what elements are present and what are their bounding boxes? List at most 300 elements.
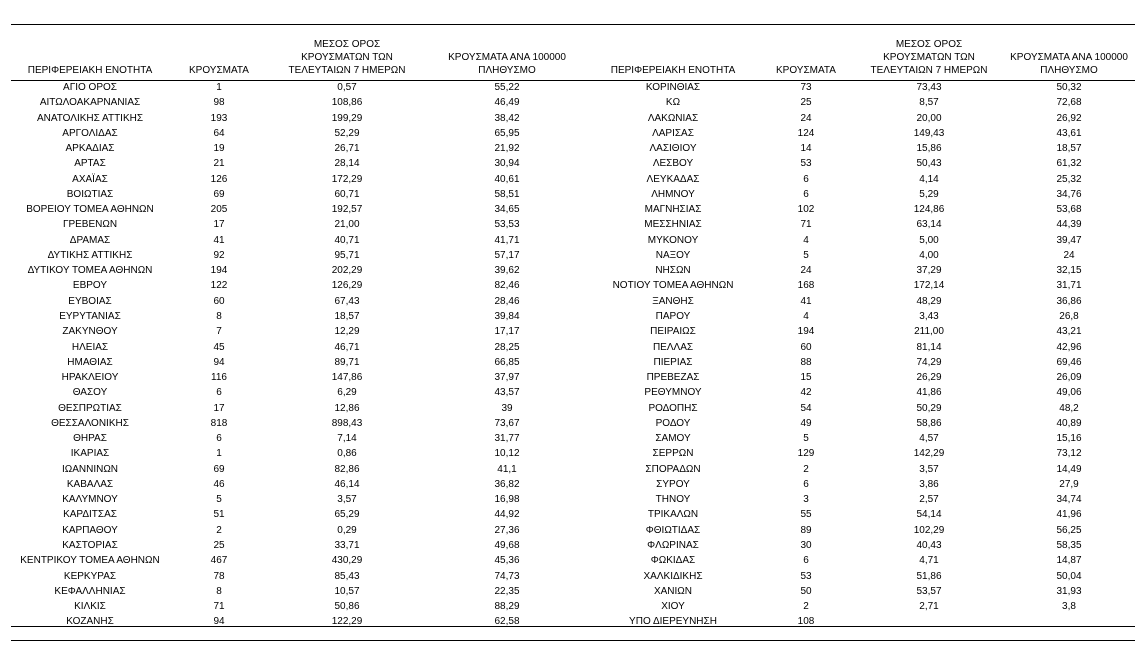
right-region-cell: ΠΙΕΡΙΑΣ [653,356,693,368]
right-avg7-cell: 53,57 [916,585,942,597]
left-cases-cell: 818 [210,417,228,429]
left-region-cell: ΖΑΚΥΝΘΟΥ [62,326,118,338]
right-avg7-cell: 2,57 [919,494,939,506]
right-avg7-cell: 15,86 [916,143,942,155]
left-per100k-cell: 37,97 [494,372,520,384]
right-cases-cell: 71 [800,219,812,231]
left-cases-cell: 69 [213,188,225,200]
right-region-cell: ΜΑΓΝΗΣΙΑΣ [644,204,702,216]
table-row [11,462,1135,477]
right-per100k-cell: 44,39 [1056,219,1082,231]
left-avg7-cell: 199,29 [331,112,363,124]
left-cases-cell: 21 [213,158,225,170]
left-cases-cell: 45 [213,341,225,353]
right-per100k-cell: 36,86 [1056,295,1082,307]
left-region-cell: ΘΕΣΠΡΩΤΙΑΣ [58,402,122,414]
right-cases-cell: 24 [800,112,812,124]
left-region-cell: ΕΥΒΟΙΑΣ [68,295,112,307]
left-region-cell: ΚΙΛΚΙΣ [74,601,106,613]
left-per100k-cell: 49,68 [494,539,520,551]
table-row [11,553,1135,568]
right-per100k-cell: 26,8 [1059,310,1079,322]
table-row [11,248,1135,263]
left-per100k-cell: 21,92 [494,143,520,155]
left-avg7-cell: 26,71 [334,143,360,155]
table-row [11,507,1135,522]
left-cases-cell: 2 [216,524,222,536]
left-region-cell: ΑΧΑΪΑΣ [72,173,108,185]
left-per100k-cell: 82,46 [494,280,520,292]
left-avg7-cell: 126,29 [331,280,363,292]
right-per100k-cell: 69,46 [1056,356,1082,368]
header-cases: ΚΡΟΥΣΜΑΤΑ [189,65,249,76]
right-region-cell: ΥΠΟ ΔΙΕΡΕΥΝΗΣΗ [629,616,717,628]
right-region-cell: ΛΑΣΙΘΙΟΥ [649,143,697,155]
left-region-cell: ΑΝΑΤΟΛΙΚΗΣ ΑΤΤΙΚΗΣ [36,112,144,124]
left-region-cell: ΚΑΡΠΑΘΟΥ [62,524,118,536]
left-per100k-cell: 28,46 [494,295,520,307]
left-cases-cell: 46 [213,478,225,490]
left-region-cell: ΔΥΤΙΚΟΥ ΤΟΜΕΑ ΑΘΗΝΩΝ [27,265,153,277]
page-bottom-rule [11,640,1135,641]
right-cases-cell: 3 [803,494,809,506]
right-region-cell: ΝΗΣΩΝ [655,265,691,277]
right-region-cell: ΡΕΘΥΜΝΟΥ [644,387,702,399]
left-avg7-cell: 0,57 [337,82,357,93]
left-cases-cell: 64 [213,127,225,139]
left-avg7-cell: 12,86 [334,402,360,414]
right-region-cell: ΣΠΟΡΑΔΩΝ [645,463,701,475]
left-per100k-cell: 44,92 [494,509,520,521]
left-cases-cell: 51 [213,509,225,521]
right-per100k-cell: 34,76 [1056,188,1082,200]
left-avg7-cell: 108,86 [331,97,363,109]
right-avg7-cell: 4,00 [919,249,939,261]
right-avg7-cell: 172,14 [913,280,945,292]
right-per100k-cell: 34,74 [1056,494,1082,506]
left-avg7-cell: 50,86 [334,601,360,613]
left-avg7-cell: 40,71 [334,234,360,246]
left-per100k-cell: 39,62 [494,265,520,277]
right-per100k-cell: 50,32 [1056,82,1082,93]
left-cases-cell: 94 [213,616,225,628]
right-region-cell: ΠΕΙΡΑΙΩΣ [650,326,696,338]
left-cases-cell: 98 [213,97,225,109]
left-per100k-cell: 74,73 [494,570,520,582]
right-per100k-cell: 40,89 [1056,417,1082,429]
left-cases-cell: 78 [213,570,225,582]
left-region-cell: ΑΙΤΩΛΟΑΚΑΡΝΑΝΙΑΣ [39,97,141,109]
left-region-cell: ΗΜΑΘΙΑΣ [67,356,113,368]
right-cases-cell: 50 [800,585,812,597]
right-region-cell: ΛΕΥΚΑΔΑΣ [646,173,700,185]
left-avg7-cell: 0,86 [337,448,357,460]
right-per100k-cell: 18,57 [1056,143,1082,155]
right-per100k-cell: 31,71 [1056,280,1082,292]
left-avg7-cell: 12,29 [334,326,360,338]
right-cases-cell: 168 [797,280,815,292]
left-per100k-cell: 41,1 [497,463,517,475]
left-per100k-cell: 17,17 [494,326,520,338]
right-cases-cell: 5 [803,249,809,261]
left-region-cell: ΑΡΤΑΣ [74,158,106,170]
table-row [11,370,1135,385]
right-cases-cell: 55 [800,509,812,521]
left-cases-cell: 71 [213,601,225,613]
table-row [11,431,1135,446]
right-per100k-cell: 53,68 [1056,204,1082,216]
right-cases-cell: 6 [803,173,809,185]
right-region-cell: ΛΑΡΙΣΑΣ [652,127,694,139]
left-avg7-cell: 898,43 [331,417,363,429]
right-region-cell: ΜΥΚΟΝΟΥ [647,234,699,246]
right-avg7-cell: 3,86 [919,478,939,490]
right-per100k-cell: 61,32 [1056,158,1082,170]
left-per100k-cell: 36,82 [494,478,520,490]
left-cases-cell: 193 [210,112,228,124]
left-avg7-cell: 89,71 [334,356,360,368]
right-per100k-cell: 43,21 [1056,326,1082,338]
left-avg7-cell: 46,14 [334,478,360,490]
left-cases-cell: 41 [213,234,225,246]
left-region-cell: ΘΑΣΟΥ [72,387,108,399]
right-cases-cell: 108 [797,616,815,628]
right-region-cell: ΦΩΚΙΔΑΣ [650,555,696,567]
right-cases-cell: 30 [800,539,812,551]
left-per100k-cell: 31,77 [494,433,520,445]
right-cases-cell: 4 [803,234,809,246]
right-per100k-cell: 15,16 [1056,433,1082,445]
left-region-cell: ΙΩΑΝΝΙΝΩΝ [61,463,119,475]
left-region-cell: ΚΟΖΑΝΗΣ [66,616,114,628]
left-region-cell: ΒΟΙΩΤΙΑΣ [66,188,114,200]
left-per100k-cell: 41,71 [494,234,520,246]
right-avg7-cell: 74,29 [916,356,942,368]
left-per100k-cell: 10,12 [494,448,520,460]
left-per100k-cell: 40,61 [494,173,520,185]
header-avg7: ΜΕΣΟΣ ΟΡΟΣ ΚΡΟΥΣΜΑΤΩΝ ΤΩΝ ΤΕΛΕΥΤΑΙΩΝ 7 ΗΜΕΡΩΝ [288,39,406,76]
right-cases-cell: 42 [800,387,812,399]
left-avg7-cell: 172,29 [331,173,363,185]
left-region-cell: ΚΑΡΔΙΤΣΑΣ [63,509,117,521]
left-region-cell: ΑΡΚΑΔΙΑΣ [65,143,115,155]
left-region-cell: ΑΡΓΟΛΙΔΑΣ [62,127,118,139]
right-region-cell: ΠΡΕΒΕΖΑΣ [646,372,700,384]
right-avg7-cell: 211,00 [914,326,944,338]
left-cases-cell: 116 [211,372,227,384]
table-row [11,599,1135,614]
left-cases-cell: 25 [213,539,225,551]
right-per100k-cell: 25,32 [1056,173,1082,185]
right-per100k-cell: 48,2 [1059,402,1079,414]
right-avg7-cell [855,614,1003,629]
right-region-cell: ΦΛΩΡΙΝΑΣ [647,539,699,551]
right-region-cell: ΣΕΡΡΩΝ [652,448,694,460]
right-avg7-cell: 37,29 [916,265,942,277]
left-avg7-cell: 52,29 [334,127,360,139]
left-per100k-cell: 22,35 [494,585,520,597]
left-per100k-cell: 45,36 [494,555,520,567]
right-cases-cell: 102 [797,204,815,216]
right-avg7-cell: 50,29 [916,402,942,414]
left-avg7-cell: 60,71 [334,188,360,200]
right-cases-cell: 2 [803,601,809,613]
left-region-cell: ΓΡΕΒΕΝΩΝ [62,219,118,231]
table-row [11,263,1135,278]
left-avg7-cell: 95,71 [334,249,360,261]
right-cases-cell: 54 [800,402,812,414]
table-row [11,126,1135,141]
left-cases-cell: 69 [213,463,225,475]
left-cases-cell: 6 [216,387,222,399]
left-region-cell: ΕΒΡΟΥ [72,280,108,292]
right-per100k-cell: 31,93 [1056,585,1082,597]
left-per100k-cell: 57,17 [494,249,520,261]
left-per100k-cell: 30,94 [494,158,520,170]
right-avg7-cell: 142,29 [913,448,945,460]
left-avg7-cell: 122,29 [331,616,363,628]
left-cases-cell: 1 [216,82,222,93]
left-avg7-cell: 430,29 [331,555,363,567]
right-cases-cell: 15 [800,372,812,384]
table-row [11,202,1135,217]
right-region-cell: ΠΕΛΛΑΣ [652,341,694,353]
right-region-cell: ΞΑΝΘΗΣ [652,295,694,307]
table-row [11,385,1135,400]
left-avg7-cell: 192,57 [331,204,363,216]
table-row [11,492,1135,507]
left-avg7-cell: 46,71 [334,341,360,353]
left-avg7-cell: 147,86 [331,372,363,384]
left-avg7-cell: 6,29 [337,387,357,399]
right-per100k-cell [1003,614,1135,629]
table-row [11,95,1135,110]
right-avg7-cell: 73,43 [916,82,942,93]
right-cases-cell: 4 [803,310,809,322]
right-per100k-cell: 32,15 [1056,265,1082,277]
right-avg7-cell: 50,43 [916,158,942,170]
header-per100k: ΚΡΟΥΣΜΑΤΑ ΑΝΑ 100000 ΠΛΗΘΥΣΜΟ [448,52,566,76]
left-region-cell: ΚΑΛΥΜΝΟΥ [62,494,118,506]
table-row [11,538,1135,553]
right-avg7-cell: 8,57 [919,97,939,109]
right-per100k-cell: 14,87 [1056,555,1082,567]
left-cases-cell: 194 [210,265,228,277]
right-per100k-cell: 49,06 [1056,387,1082,399]
right-cases-cell: 6 [803,478,809,490]
right-avg7-cell: 149,43 [913,127,945,139]
left-per100k-cell: 43,57 [494,387,520,399]
right-avg7-cell: 58,86 [916,417,942,429]
right-cases-cell: 73 [800,82,812,93]
right-per100k-cell: 39,47 [1056,234,1082,246]
right-avg7-cell: 20,00 [916,112,942,124]
left-cases-cell: 8 [216,585,222,597]
table-row [11,294,1135,309]
right-cases-cell: 194 [797,326,815,338]
right-region-cell: ΣΑΜΟΥ [655,433,691,445]
left-region-cell: ΚΕΡΚΥΡΑΣ [63,570,117,582]
right-avg7-cell: 81,14 [916,341,942,353]
right-cases-cell: 25 [800,97,812,109]
table-row [11,477,1135,492]
table-row [11,340,1135,355]
left-avg7-cell: 82,86 [334,463,360,475]
table-row [11,217,1135,232]
right-avg7-cell: 63,14 [916,219,942,231]
left-region-cell: ΔΥΤΙΚΗΣ ΑΤΤΙΚΗΣ [47,249,133,261]
right-region-cell: ΛΕΣΒΟΥ [652,158,694,170]
left-region-cell: ΚΕΝΤΡΙΚΟΥ ΤΟΜΕΑ ΑΘΗΝΩΝ [20,555,160,567]
left-per100k-cell: 28,25 [494,341,520,353]
right-region-cell: ΚΩ [665,97,681,109]
right-avg7-cell: 5,29 [919,188,939,200]
left-per100k-cell: 55,22 [494,82,520,93]
left-region-cell: ΘΕΣΣΑΛΟΝΙΚΗΣ [51,417,129,429]
right-avg7-cell: 2,71 [919,601,939,613]
right-per100k-cell: 24 [1063,249,1075,261]
right-cases-cell: 14 [800,143,812,155]
left-region-cell: ΕΥΡΥΤΑΝΙΑΣ [59,310,121,322]
right-per100k-cell: 3,8 [1062,601,1076,613]
table-row [11,401,1135,416]
header-cases-right: ΚΡΟΥΣΜΑΤΑ [776,65,836,76]
right-cases-cell: 124 [797,127,815,139]
right-cases-cell: 60 [800,341,812,353]
table-row [11,156,1135,171]
right-cases-cell: 5 [803,433,809,445]
right-region-cell: ΠΑΡΟΥ [655,310,691,322]
right-region-cell: ΛΑΚΩΝΙΑΣ [647,112,699,124]
left-per100k-cell: 73,67 [494,417,520,429]
left-cases-cell: 92 [213,249,225,261]
left-region-cell: ΚΑΣΤΟΡΙΑΣ [62,539,118,551]
right-per100k-cell: 50,04 [1056,570,1082,582]
right-avg7-cell: 40,43 [916,539,942,551]
left-cases-cell: 60 [213,295,225,307]
left-avg7-cell: 33,71 [334,539,360,551]
right-avg7-cell: 102,29 [913,524,945,536]
left-avg7-cell: 0,29 [337,524,357,536]
table-row [11,187,1135,202]
left-cases-cell: 8 [216,310,222,322]
table-row [11,446,1135,461]
table-row [11,523,1135,538]
left-cases-cell: 94 [213,356,225,368]
right-cases-cell: 24 [800,265,812,277]
left-per100k-cell: 39,84 [494,310,520,322]
right-cases-cell: 89 [800,524,812,536]
left-avg7-cell: 18,57 [334,310,360,322]
left-region-cell: ΚΕΦΑΛΛΗΝΙΑΣ [54,585,126,597]
header-avg7-right: ΜΕΣΟΣ ΟΡΟΣ ΚΡΟΥΣΜΑΤΩΝ ΤΩΝ ΤΕΛΕΥΤΑΙΩΝ 7 ΗΜΕΡΩΝ [870,39,988,76]
right-cases-cell: 6 [803,555,809,567]
left-per100k-cell: 53,53 [494,219,520,231]
right-cases-cell: 49 [800,417,812,429]
left-per100k-cell: 27,36 [494,524,520,536]
left-avg7-cell: 28,14 [334,158,360,170]
table-row [11,309,1135,324]
left-avg7-cell: 67,43 [334,295,360,307]
right-per100k-cell: 58,35 [1056,539,1082,551]
left-per100k-cell: 38,42 [494,112,520,124]
right-region-cell: ΣΥΡΟΥ [656,478,690,490]
left-region-cell: ΙΚΑΡΙΑΣ [70,448,110,460]
left-region-cell: ΑΓΙΟ ΟΡΟΣ [63,82,117,93]
table-row [11,80,1135,95]
left-cases-cell: 126 [210,173,228,185]
right-region-cell: ΡΟΔΟΥ [655,417,691,429]
header-region-right: ΠΕΡΙΦΕΡΕΙΑΚΗ ΕΝΟΤΗΤΑ [610,65,736,76]
left-cases-cell: 1 [216,448,222,460]
right-per100k-cell: 27,9 [1059,478,1079,490]
right-per100k-cell: 72,68 [1056,97,1082,109]
left-per100k-cell: 65,95 [494,127,520,139]
table-row [11,233,1135,248]
right-region-cell: ΤΡΙΚΑΛΩΝ [647,509,699,521]
left-region-cell: ΚΑΒΑΛΑΣ [66,478,114,490]
left-avg7-cell: 85,43 [334,570,360,582]
right-region-cell: ΧΑΝΙΩΝ [653,585,693,597]
right-per100k-cell: 42,96 [1056,341,1082,353]
right-per100k-cell: 26,92 [1056,112,1082,124]
left-avg7-cell: 202,29 [331,265,363,277]
left-region-cell: ΒΟΡΕΙΟΥ ΤΟΜΕΑ ΑΘΗΝΩΝ [26,204,154,216]
left-cases-cell: 17 [213,402,225,414]
right-avg7-cell: 5,00 [919,234,939,246]
right-avg7-cell: 4,14 [919,173,939,185]
table-row [11,569,1135,584]
left-avg7-cell: 10,57 [334,585,360,597]
right-per100k-cell: 56,25 [1056,524,1082,536]
table-row [11,355,1135,370]
covid-cases-table [11,34,1135,630]
right-avg7-cell: 54,14 [916,509,942,521]
table-row [11,278,1135,293]
right-per100k-cell: 14,49 [1056,463,1082,475]
right-avg7-cell: 4,71 [919,555,939,567]
right-avg7-cell: 26,29 [916,372,942,384]
right-cases-cell: 2 [803,463,809,475]
table-row [11,111,1135,126]
right-avg7-cell: 48,29 [916,295,942,307]
left-region-cell: ΔΡΑΜΑΣ [69,234,111,246]
left-cases-cell: 5 [216,494,222,506]
right-cases-cell: 53 [800,158,812,170]
right-cases-cell: 6 [803,188,809,200]
right-region-cell: ΤΗΝΟΥ [655,494,691,506]
right-avg7-cell: 3,57 [919,463,939,475]
left-cases-cell: 467 [210,555,228,567]
table-row [11,324,1135,339]
right-region-cell: ΧΑΛΚΙΔΙΚΗΣ [643,570,703,582]
table-row [11,172,1135,187]
left-cases-cell: 19 [213,143,225,155]
header-row [11,34,1135,80]
left-cases-cell: 122 [210,280,228,292]
right-per100k-cell: 26,09 [1056,372,1082,384]
left-region-cell: ΗΛΕΙΑΣ [71,341,109,353]
right-cases-cell: 41 [800,295,812,307]
left-cases-cell: 205 [210,204,228,216]
left-per100k-cell: 16,98 [494,494,520,506]
table-row [11,614,1135,629]
left-per100k-cell: 58,51 [494,188,520,200]
right-per100k-cell: 43,61 [1056,127,1082,139]
right-region-cell: ΜΕΣΣΗΝΙΑΣ [644,219,702,231]
header-region: ΠΕΡΙΦΕΡΕΙΑΚΗ ΕΝΟΤΗΤΑ [27,65,153,76]
left-per100k-cell: 39 [501,402,513,414]
